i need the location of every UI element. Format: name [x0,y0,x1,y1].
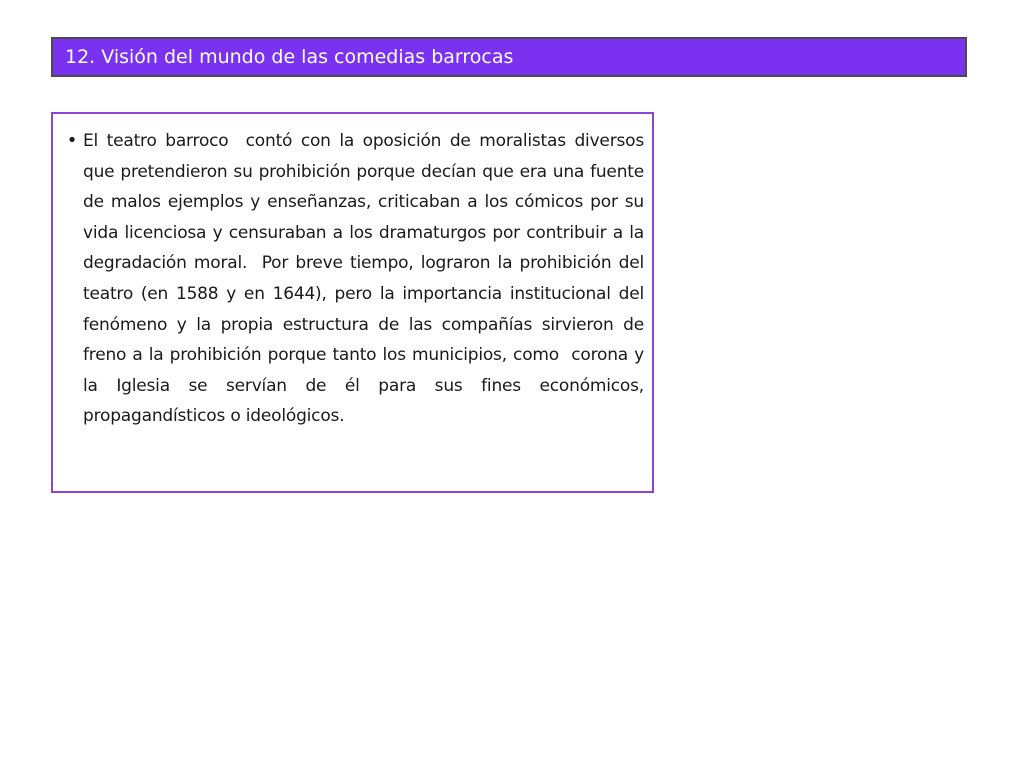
bullet-text: El teatro barroco contó con la oposición de moralistas diversos que pretendieron su prohibición porque decían que era una fuente de malos ejemplos y enseñanzas, criticaban a los cómicos por su vida licenciosa y censuraban a los dramaturgos por contribuir a la degradación moral. Por breve tiempo, lograron la prohibición del teatro (en 1588 y en 1644), pero la importancia institucional del fenómeno y la propia estructura de las compañías sirvieron de freno a la prohibición porque tanto los municipios, como corona y la Iglesia se servían de él para sus fines económicos, propagandísticos o ideológicos. [83,131,650,427]
title-bar [51,37,967,77]
slide-title: 12. Visión del mundo de las comedias barrocas [65,46,514,68]
content-box [51,112,654,493]
bullet-item [61,126,650,432]
bullet-icon: • [66,130,78,151]
